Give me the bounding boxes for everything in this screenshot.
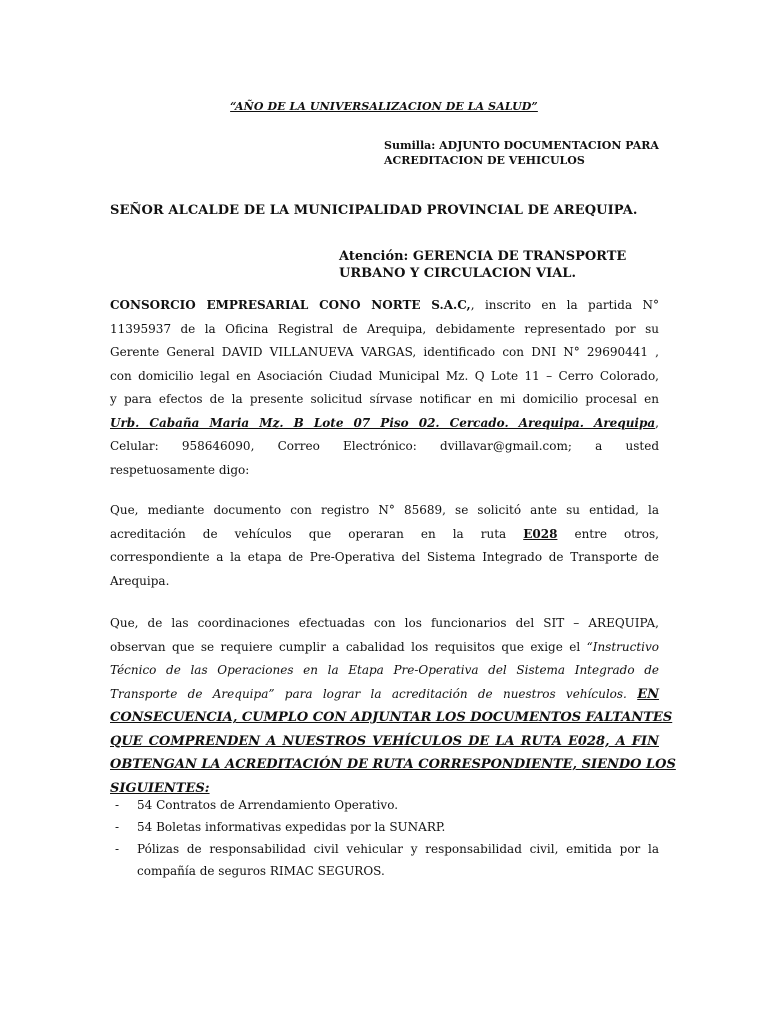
emphasis-line: CONSECUENCIA, CUMPLO CON ADJUNTAR LOS DOCUMENTOS FALTANTES [110, 710, 673, 725]
paragraph-coordination [110, 612, 676, 800]
paragraph-line: Arequipa. [110, 573, 170, 588]
list-item [110, 794, 659, 816]
text-span: observan que se requiere cumplir a cabalidad los requisitos que exige el [110, 639, 587, 654]
company-name: CONSORCIO EMPRESARIAL CONO NORTE S.A.C, [110, 298, 471, 312]
sumilla-block [384, 138, 660, 168]
atencion-block [339, 248, 659, 282]
paragraph-line: Técnico de las Operaciones en la Etapa Pre-Operativa del Sistema Integrado de [110, 663, 659, 677]
paragraph-line: Gerente General DAVID VILLANUEVA VARGAS, identificado con DNI N° 29690441 , [110, 345, 659, 359]
attachments-list [110, 794, 659, 882]
year-heading: “AÑO DE LA UNIVERSALIZACION DE LA SALUD” [230, 100, 538, 113]
paragraph-line: correspondiente a la etapa de Pre-Operativa del Sistema Integrado de Transporte de [110, 550, 659, 564]
list-item-text: 54 Contratos de Arrendamiento Operativo. [137, 798, 399, 812]
emphasis-line: QUE COMPRENDEN A NUESTROS VEHÍCULOS DE LA RUTA E028, A FIN [110, 733, 659, 749]
paragraph-line: con domicilio legal en Asociación Ciudad Municipal Mz. Q Lote 11 – Cerro Colorado, [110, 368, 659, 383]
text-span: , inscrito en la partida N° [470, 298, 660, 312]
addressee-line: SEÑOR ALCALDE DE LA MUNICIPALIDAD PROVINCIAL DE AREQUIPA. [110, 203, 638, 218]
emphasis-line: SIGUIENTES: [110, 780, 210, 796]
sumilla-line-1: Sumilla: ADJUNTO DOCUMENTACION PARA [384, 139, 659, 152]
bullet-dash: - [115, 820, 120, 834]
sumilla-line-2: ACREDITACION DE VEHICULOS [384, 154, 585, 167]
text-span: acreditación de vehículos que operaran en la ruta [110, 526, 524, 541]
text-span: entre otros, [557, 526, 659, 541]
atencion-line-2: URBANO Y CIRCULACION VIAL. [339, 266, 576, 281]
paragraph-line: Que, de las coordinaciones efectuadas con los funcionarios del SIT – AREQUIPA, [110, 616, 659, 630]
bullet-dash: - [115, 798, 120, 812]
paragraph-line: 11395937 de la Oficina Registral de Arequipa, debidamente representado por su [110, 321, 659, 336]
paragraph-line: respetuosamente digo: [110, 462, 250, 477]
route-code: E028 [523, 526, 558, 541]
list-item [110, 816, 659, 838]
paragraph-line: Celular: 958646090, Correo Electrónico: dvillavar@gmail.com; a usted [110, 439, 659, 453]
paragraph-line [110, 636, 659, 660]
list-item-text: 54 Boletas informativas expedidas por la SUNARP. [137, 820, 446, 834]
paragraph-line [110, 683, 659, 707]
paragraph-request [110, 499, 659, 593]
paragraph-line: y para efectos de la presente solicitud sírvase notificar en mi domicilio procesal en [110, 392, 659, 406]
emphasis-text: EN [637, 686, 659, 702]
list-item-text: Pólizas de responsabilidad civil vehicular y responsabilidad civil, emitida por la compañía de seguros RIMAC SEGUROS. [137, 842, 659, 878]
paragraph-line [110, 523, 659, 547]
list-item [110, 838, 659, 882]
paragraph-line: Que, mediante documento con registro N° 85689, se solicitó ante su entidad, la [110, 503, 659, 517]
atencion-line-1: Atención: GERENCIA DE TRANSPORTE [339, 249, 627, 264]
instructivo-title: “Instructivo [586, 639, 659, 654]
bullet-dash: - [115, 842, 120, 856]
procedural-address: Urb. Cabaña Maria Mz. B Lote 07 Piso 02. Cercado. Arequipa. Arequipa [110, 415, 656, 430]
emphasis-line: OBTENGAN LA ACREDITACIÓN DE RUTA CORRESPONDIENTE, SIENDO LOS [110, 757, 676, 772]
text-span: , [655, 415, 659, 430]
paragraph-line [110, 294, 659, 318]
text-span: Transporte de Arequipa” para lograr la acreditación de nuestros vehículos. [110, 686, 627, 701]
paragraph-identification [110, 294, 659, 482]
paragraph-line [110, 412, 659, 436]
